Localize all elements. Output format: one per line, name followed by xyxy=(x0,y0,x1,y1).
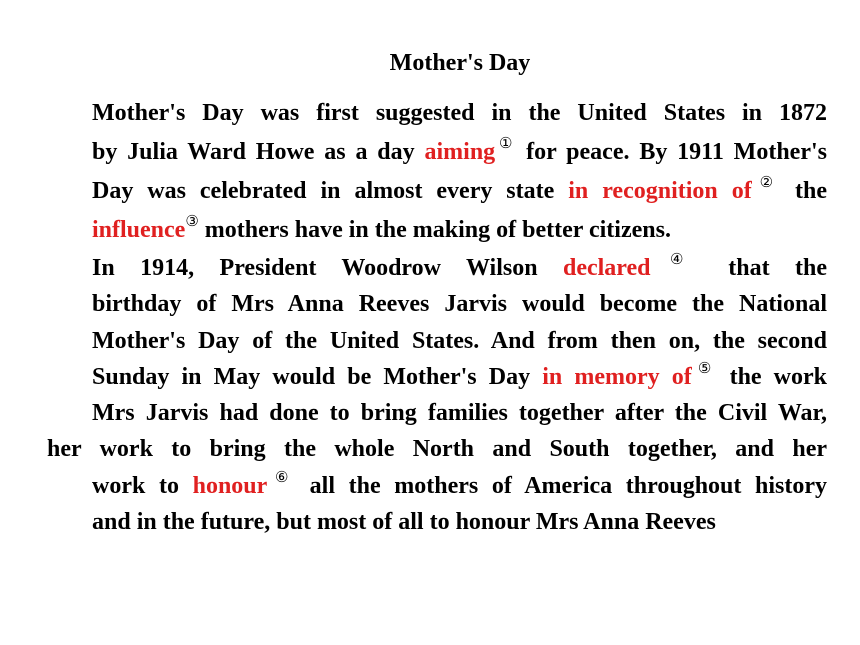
text-run: work to xyxy=(92,472,193,499)
note-marker-6: ⑥ xyxy=(267,469,297,486)
paragraph-2-line-4 xyxy=(37,359,827,395)
document-body xyxy=(37,94,827,540)
paragraph-2-line-2 xyxy=(37,286,827,322)
paragraph-2-line-6 xyxy=(37,431,827,467)
text-run: Mrs Jarvis had done to bring families together after the Civil War, xyxy=(92,400,827,427)
text-run: by Julia Ward Howe as a day xyxy=(92,139,425,165)
vocab-in-recognition-of: in recognition of xyxy=(568,178,752,204)
paragraph-2-line-7 xyxy=(37,468,827,504)
text-run: birthday of Mrs Anna Reeves Jarvis would become the National xyxy=(92,291,827,318)
text-run: her work to bring the whole North and South together, and her xyxy=(47,436,827,463)
text-run: that the xyxy=(702,255,827,281)
text-run: the work xyxy=(717,363,828,390)
text-run: the xyxy=(781,178,828,204)
text-run: mothers have in the making of better citizens. xyxy=(198,217,671,243)
text-run: Mother's Day of the United States. And from then on, the second xyxy=(92,327,827,354)
document-title: Mother's Day xyxy=(389,50,531,76)
paragraph-1-line-3 xyxy=(37,172,827,211)
text-run: In 1914, President Woodrow Wilson xyxy=(92,255,563,281)
note-marker-3: ③ xyxy=(185,214,199,230)
vocab-honour: honour xyxy=(192,472,268,499)
paragraph-2 xyxy=(37,250,827,540)
text-run: for peace. By 1911 Mother's xyxy=(516,139,827,165)
note-marker-5: ⑤ xyxy=(691,360,718,377)
paragraph-1-line-1 xyxy=(37,94,827,133)
vocab-aiming: aiming xyxy=(424,139,496,165)
paragraph-1 xyxy=(37,94,827,250)
paragraph-1-line-4 xyxy=(37,211,827,250)
note-marker-1: ① xyxy=(495,136,517,152)
vocab-influence: influence xyxy=(92,217,186,243)
text-run: and in the future, but most of all to honour Mrs Anna Reeves xyxy=(92,509,716,536)
text-run: Sunday in May would be Mother's Day xyxy=(92,363,543,390)
paragraph-2-line-1 xyxy=(37,250,827,286)
paragraph-2-line-3 xyxy=(37,323,827,359)
text-run: Day was celebrated in almost every state xyxy=(92,178,569,204)
vocab-declared: declared xyxy=(562,255,651,281)
vocab-in-memory-of: in memory of xyxy=(542,363,692,390)
note-marker-2: ② xyxy=(751,175,782,191)
text-run: all the mothers of America throughout history xyxy=(296,472,828,499)
text-run: Mother's Day was first suggested in the United States in 1872 xyxy=(92,100,827,126)
note-marker-4: ④ xyxy=(650,252,703,268)
paragraph-2-line-8 xyxy=(37,504,827,540)
paragraph-1-line-2 xyxy=(37,133,827,172)
paragraph-2-line-5 xyxy=(37,395,827,431)
